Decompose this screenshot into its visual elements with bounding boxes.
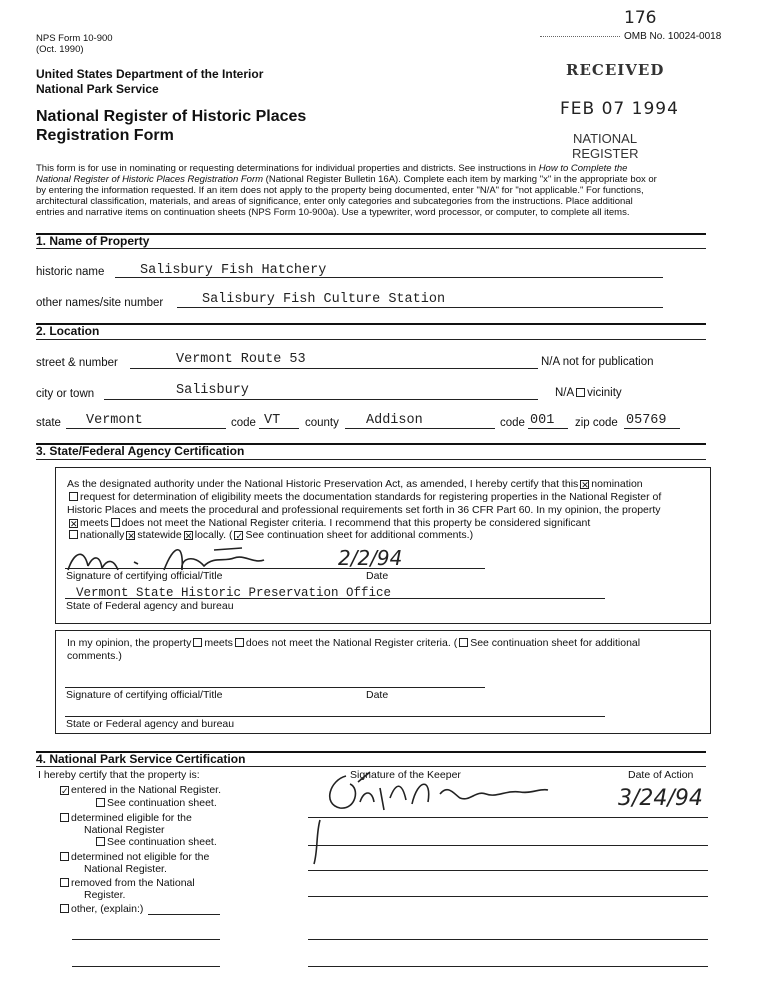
county-value: Addison bbox=[366, 413, 423, 428]
vicinity-checkbox[interactable] bbox=[576, 388, 585, 397]
keeper-signature bbox=[300, 768, 580, 868]
sig1-line bbox=[65, 568, 485, 569]
vicinity-label: vicinity bbox=[587, 387, 622, 399]
eligible-label-2: National Register bbox=[84, 824, 165, 836]
section4-heading: 4. National Park Service Certification bbox=[36, 752, 246, 766]
opinion-meets-checkbox[interactable] bbox=[193, 638, 202, 647]
eligible-row bbox=[58, 812, 192, 824]
not-eligible-checkbox[interactable] bbox=[60, 852, 69, 861]
city-label: city or town bbox=[36, 388, 95, 400]
cert-statewide: statewide bbox=[137, 529, 182, 541]
other-label: other, (explain:) bbox=[71, 903, 144, 915]
street-value: Vermont Route 53 bbox=[176, 352, 306, 367]
opinion-line2: comments.) bbox=[67, 650, 122, 662]
not-for-publication bbox=[541, 356, 654, 368]
state-label: state bbox=[36, 417, 61, 429]
cert-meets: meets bbox=[80, 517, 109, 529]
department: United States Department of the Interior bbox=[36, 67, 264, 81]
keeper-line-6 bbox=[308, 966, 708, 967]
opinion-meets: meets bbox=[204, 637, 233, 649]
request-checkbox[interactable] bbox=[69, 492, 78, 501]
agency-label: State of Federal agency and bureau bbox=[66, 600, 234, 612]
zip-label: zip code bbox=[575, 417, 618, 429]
agency2-label: State or Federal agency and bureau bbox=[66, 718, 235, 730]
entered-checkbox[interactable]: ✓ bbox=[61, 786, 69, 796]
form-date: (Oct. 1990) bbox=[36, 44, 84, 55]
meets-checkbox[interactable]: ✕ bbox=[70, 519, 78, 529]
instructions-line1-b: How to Complete the bbox=[538, 163, 628, 174]
agency-line bbox=[65, 598, 605, 599]
eligible-cont-row bbox=[94, 836, 217, 848]
removed-row bbox=[58, 877, 195, 889]
state-value: Vermont bbox=[86, 413, 143, 428]
entered-label: entered in the National Register. bbox=[71, 784, 222, 796]
other-line-1 bbox=[148, 914, 220, 915]
keeper-label: Signature of the Keeper bbox=[350, 769, 461, 781]
instructions-line2-b: (National Register Bulletin 16A). Complete each item by marking "x" in the appropriate box or bbox=[263, 174, 657, 185]
section2-heading: 2. Location bbox=[36, 324, 100, 338]
action-date-value: 3/24/94 bbox=[618, 786, 703, 811]
other-row bbox=[58, 903, 143, 915]
cert-line2 bbox=[67, 491, 661, 503]
section3-heading: 3. State/Federal Agency Certification bbox=[36, 444, 245, 458]
eligible-checkbox[interactable] bbox=[60, 813, 69, 822]
section4-subrule bbox=[36, 766, 706, 767]
action-date-label: Date of Action bbox=[628, 769, 694, 781]
form-number: NPS Form 10-900 bbox=[36, 33, 113, 44]
cert-line2-text: request for determination of eligibility meets the documentation standards for registering properties in the National Register of bbox=[80, 491, 662, 503]
section3-subrule bbox=[36, 459, 706, 460]
county-label: county bbox=[305, 417, 339, 429]
stamp-date: FEB 07 1994 bbox=[560, 99, 679, 119]
cert-line1-text: As the designated authority under the National Historic Preservation Act, as amended, I hereby certify that this bbox=[67, 478, 579, 490]
opinion-a: In my opinion, the property bbox=[67, 637, 192, 649]
cert-nationally: nationally bbox=[80, 529, 125, 541]
historic-name-value: Salisbury Fish Hatchery bbox=[140, 263, 327, 278]
keeper-line-3 bbox=[308, 870, 708, 871]
opinion-b: does not meet the National Register criteria. ( bbox=[245, 637, 458, 649]
keeper-line-5 bbox=[308, 939, 708, 940]
instructions-line1-a: This form is for use in nominating or requesting determinations for individual properties and districts. See instructions in bbox=[36, 163, 539, 174]
state-code-value: VT bbox=[264, 413, 281, 428]
page-number: 176 bbox=[624, 8, 657, 28]
removed-label-2: Register. bbox=[84, 889, 126, 901]
date1-label: Date bbox=[366, 570, 389, 582]
vicinity-value: N/A bbox=[555, 387, 575, 399]
eligible-cont-label: See continuation sheet. bbox=[107, 836, 217, 848]
instructions-line5: entries and narrative items on continuation sheets (NPS Form 10-900a). Use a typewriter, word processor, or computer, to complete all items. bbox=[36, 207, 630, 218]
received-stamp: RECEIVED bbox=[566, 61, 665, 79]
state-code-label: code bbox=[231, 417, 256, 429]
keeper-line-4 bbox=[308, 896, 708, 897]
zip-value: 05769 bbox=[626, 413, 667, 428]
sig1-label: Signature of certifying official/Title bbox=[66, 570, 223, 582]
opinion-continuation-checkbox[interactable] bbox=[459, 638, 468, 647]
city-field[interactable] bbox=[104, 386, 538, 400]
locally-checkbox[interactable]: ✕ bbox=[184, 531, 193, 541]
sig2-label: Signature of certifying official/Title bbox=[66, 689, 223, 701]
stamp-register: REGISTER bbox=[572, 146, 639, 161]
other-line-3 bbox=[72, 966, 220, 967]
cert-line4 bbox=[67, 517, 590, 529]
form-title-line1: National Register of Historic Places bbox=[36, 108, 307, 125]
cert-continuation: See continuation sheet for additional comments.) bbox=[245, 529, 474, 541]
county-code-value: 001 bbox=[530, 413, 555, 428]
eligible-cont-checkbox[interactable] bbox=[96, 837, 105, 846]
cert-line1 bbox=[67, 478, 643, 490]
eligible-label-1: determined eligible for the bbox=[71, 812, 192, 824]
nfp-label: not for publication bbox=[562, 356, 654, 368]
cert-locally: locally. ( bbox=[194, 529, 233, 541]
vicinity bbox=[555, 387, 622, 399]
other-names-value: Salisbury Fish Culture Station bbox=[202, 292, 446, 307]
section1-heading: 1. Name of Property bbox=[36, 234, 150, 248]
sig2-line bbox=[65, 687, 485, 688]
other-checkbox[interactable] bbox=[60, 904, 69, 913]
section1-subrule bbox=[36, 248, 706, 249]
date2-label: Date bbox=[366, 689, 389, 701]
section2-subrule bbox=[36, 339, 706, 340]
nomination-checkbox[interactable]: ✕ bbox=[581, 480, 589, 490]
entered-row bbox=[58, 784, 221, 796]
entered-cont-label: See continuation sheet. bbox=[107, 797, 217, 809]
opinion-not-meet-checkbox[interactable] bbox=[235, 638, 244, 647]
historic-name-label: historic name bbox=[36, 266, 105, 278]
removed-label-1: removed from the National bbox=[71, 877, 195, 889]
service: National Park Service bbox=[36, 82, 159, 96]
nationally-checkbox[interactable] bbox=[69, 530, 78, 539]
opinion-c: See continuation sheet for additional bbox=[470, 637, 641, 649]
cert-line1-nomination: nomination bbox=[591, 478, 643, 490]
keeper-line-2 bbox=[308, 845, 708, 846]
section2-rule bbox=[36, 323, 706, 325]
instructions-line2-a: National Register of Historic Places Registration Form bbox=[36, 174, 264, 185]
city-value: Salisbury bbox=[176, 383, 249, 398]
continuation-checkbox[interactable]: ✓ bbox=[235, 531, 244, 541]
shpo-signature-date: 2/2/94 bbox=[338, 546, 403, 570]
stamp-national: NATIONAL bbox=[573, 131, 638, 146]
not-eligible-label-2: National Register. bbox=[84, 863, 167, 875]
removed-checkbox[interactable] bbox=[60, 878, 69, 887]
instructions bbox=[36, 163, 708, 218]
form-title-line2: Registration Form bbox=[36, 127, 174, 144]
nfp-value: N/A bbox=[541, 356, 560, 368]
cert-not-meet: does not meet the National Register criteria. I recommend that this property be considered significant bbox=[121, 517, 591, 529]
not-meet-checkbox[interactable] bbox=[111, 518, 120, 527]
not-eligible-row bbox=[58, 851, 209, 863]
agency2-line bbox=[65, 716, 605, 717]
keeper-line-1 bbox=[308, 817, 708, 818]
opinion-line1 bbox=[67, 637, 640, 649]
other-names-label: other names/site number bbox=[36, 297, 164, 309]
cert-line3: Historic Places and meets the procedural and professional requirements set forth in 36 CFR Part 60. In my opinion, the property bbox=[67, 504, 661, 516]
not-eligible-label-1: determined not eligible for the bbox=[71, 851, 210, 863]
instructions-line3: by entering the information requested. If an item does not apply to the property being documented, enter "N/A" for "not applicable." For functions, bbox=[36, 185, 644, 196]
omb-number: OMB No. 10024-0018 bbox=[624, 31, 722, 42]
entered-cont-row bbox=[94, 797, 217, 809]
instructions-line4: architectural classification, materials, and areas of significance, enter only categories and subcategories from the instructions. Place additional bbox=[36, 196, 633, 207]
other-line-2 bbox=[72, 939, 220, 940]
entered-cont-checkbox[interactable] bbox=[96, 798, 105, 807]
statewide-checkbox[interactable]: ✕ bbox=[127, 531, 135, 541]
street-label: street & number bbox=[36, 357, 118, 369]
county-code-label: code bbox=[500, 417, 525, 429]
omb-dotted-line bbox=[540, 36, 620, 37]
agency-value: Vermont State Historic Preservation Office bbox=[76, 586, 392, 600]
nps-intro: I hereby certify that the property is: bbox=[38, 769, 200, 781]
